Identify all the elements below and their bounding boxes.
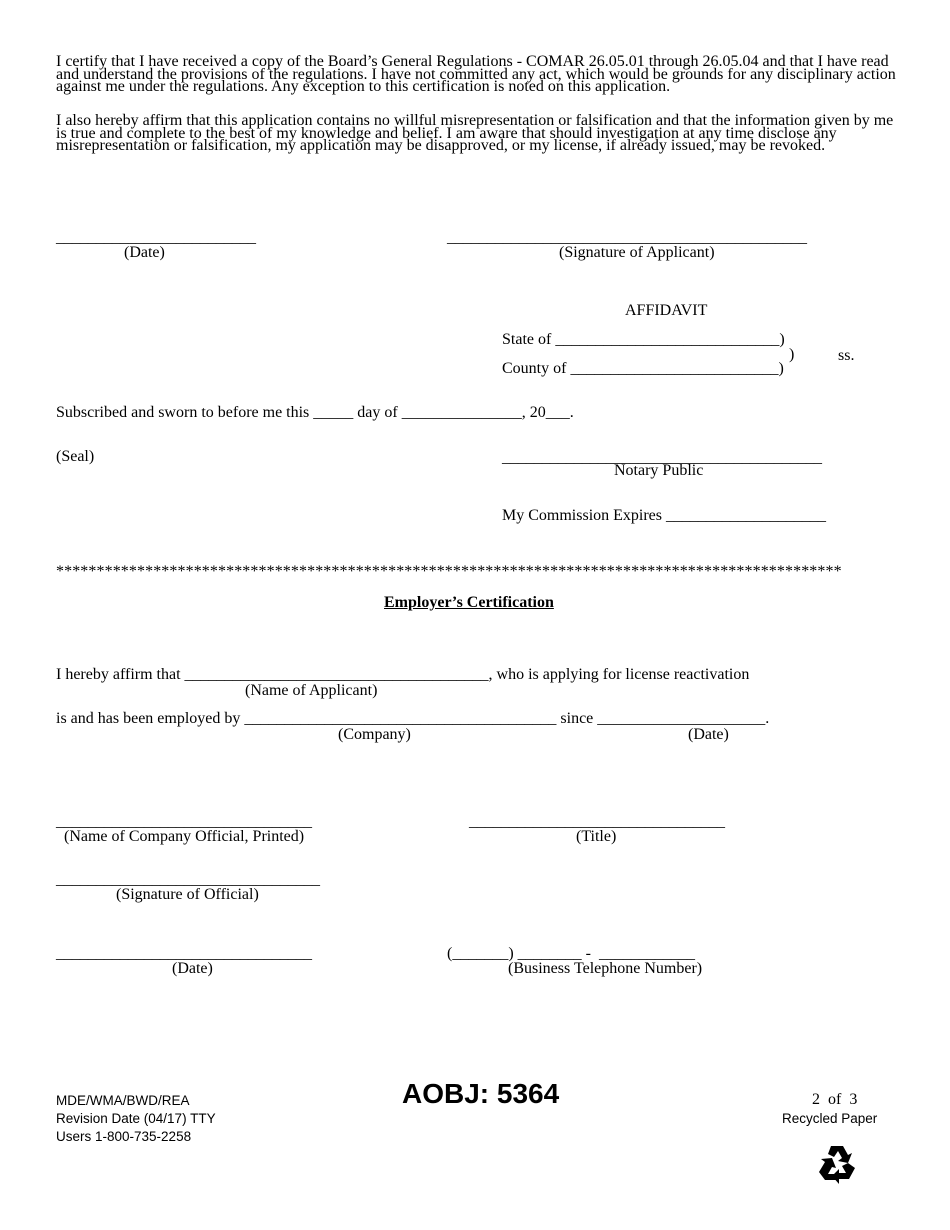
business-phone-label: (Business Telephone Number) [508,960,703,977]
recycle-icon [815,1142,859,1186]
name-of-applicant-label: (Name of Applicant) [245,682,378,699]
tty-users: Users 1-800-735-2258 [56,1129,192,1144]
commission-expires-field[interactable]: My Commission Expires ____________________ [502,507,827,524]
notary-signature-line[interactable]: ________________________________________ [502,449,822,466]
ss-label: ss. [838,347,855,364]
official-title-line[interactable]: ________________________________ [469,813,725,830]
official-title-label: (Title) [576,828,617,845]
aobj-number: AOBJ: 5364 [402,1078,560,1109]
notary-public-label: Notary Public [614,462,704,479]
revision-date: Revision Date (04/17) TTY [56,1111,216,1126]
employer-date-label: (Date) [172,960,213,977]
official-name-label: (Name of Company Official, Printed) [64,828,305,845]
business-phone-field[interactable]: (_______) ________ - ____________ [447,945,695,962]
official-signature-label: (Signature of Official) [116,886,259,903]
county-of-field[interactable]: County of __________________________) [502,360,784,377]
certification-paragraph-1: I certify that I have received a copy of the Board’s General Regulations - COMAR 26.05.01 through 26.05.04 and that I have read and understand the provisions of the regulations. I have not committed any act, which would be grounds for any disciplinary action against me under the regulations. Any exception to this certification is noted on this application. [56,53,896,95]
company-label: (Company) [338,726,411,743]
employed-by-field[interactable]: is and has been employed by _______________________________________ since _____________________. [56,710,770,727]
applicant-signature-label: (Signature of Applicant) [559,244,715,261]
state-of-field[interactable]: State of ____________________________) [502,331,785,348]
asterisk-separator: ************************************************************************************************* [56,563,842,580]
affidavit-title: AFFIDAVIT [625,302,708,319]
employer-date-line[interactable]: ________________________________ [56,945,312,962]
affirm-applicant-field[interactable]: I hereby affirm that ______________________________________, who is applying for license reactivation [56,666,750,683]
since-date-label: (Date) [688,726,729,743]
applicant-date-line[interactable]: _________________________ [56,229,256,246]
applicant-signature-line[interactable]: _____________________________________________ [447,229,807,246]
official-name-line[interactable]: ________________________________ [56,813,312,830]
form-code: MDE/WMA/BWD/REA [56,1093,190,1108]
bracket-paren: ) [789,346,795,363]
seal-label: (Seal) [56,448,95,465]
official-signature-line[interactable]: _________________________________ [56,871,320,888]
employer-certification-title: Employer’s Certification [384,594,554,611]
sworn-statement[interactable]: Subscribed and sworn to before me this _____ day of _______________, 20___. [56,404,574,421]
certification-paragraph-2: I also hereby affirm that this application contains no willful misrepresentation or falsification and that the information given by me is true and complete to the best of my knowledge and belief. I am aware that should investigation at any time disclose any misrepresentation or falsification, my application may be disapproved, or my license, if already issued, may be revoked. [56,112,894,154]
applicant-date-label: (Date) [124,244,165,261]
recycled-paper-label: Recycled Paper [782,1111,878,1126]
page-number: 2 of 3 [812,1091,858,1108]
